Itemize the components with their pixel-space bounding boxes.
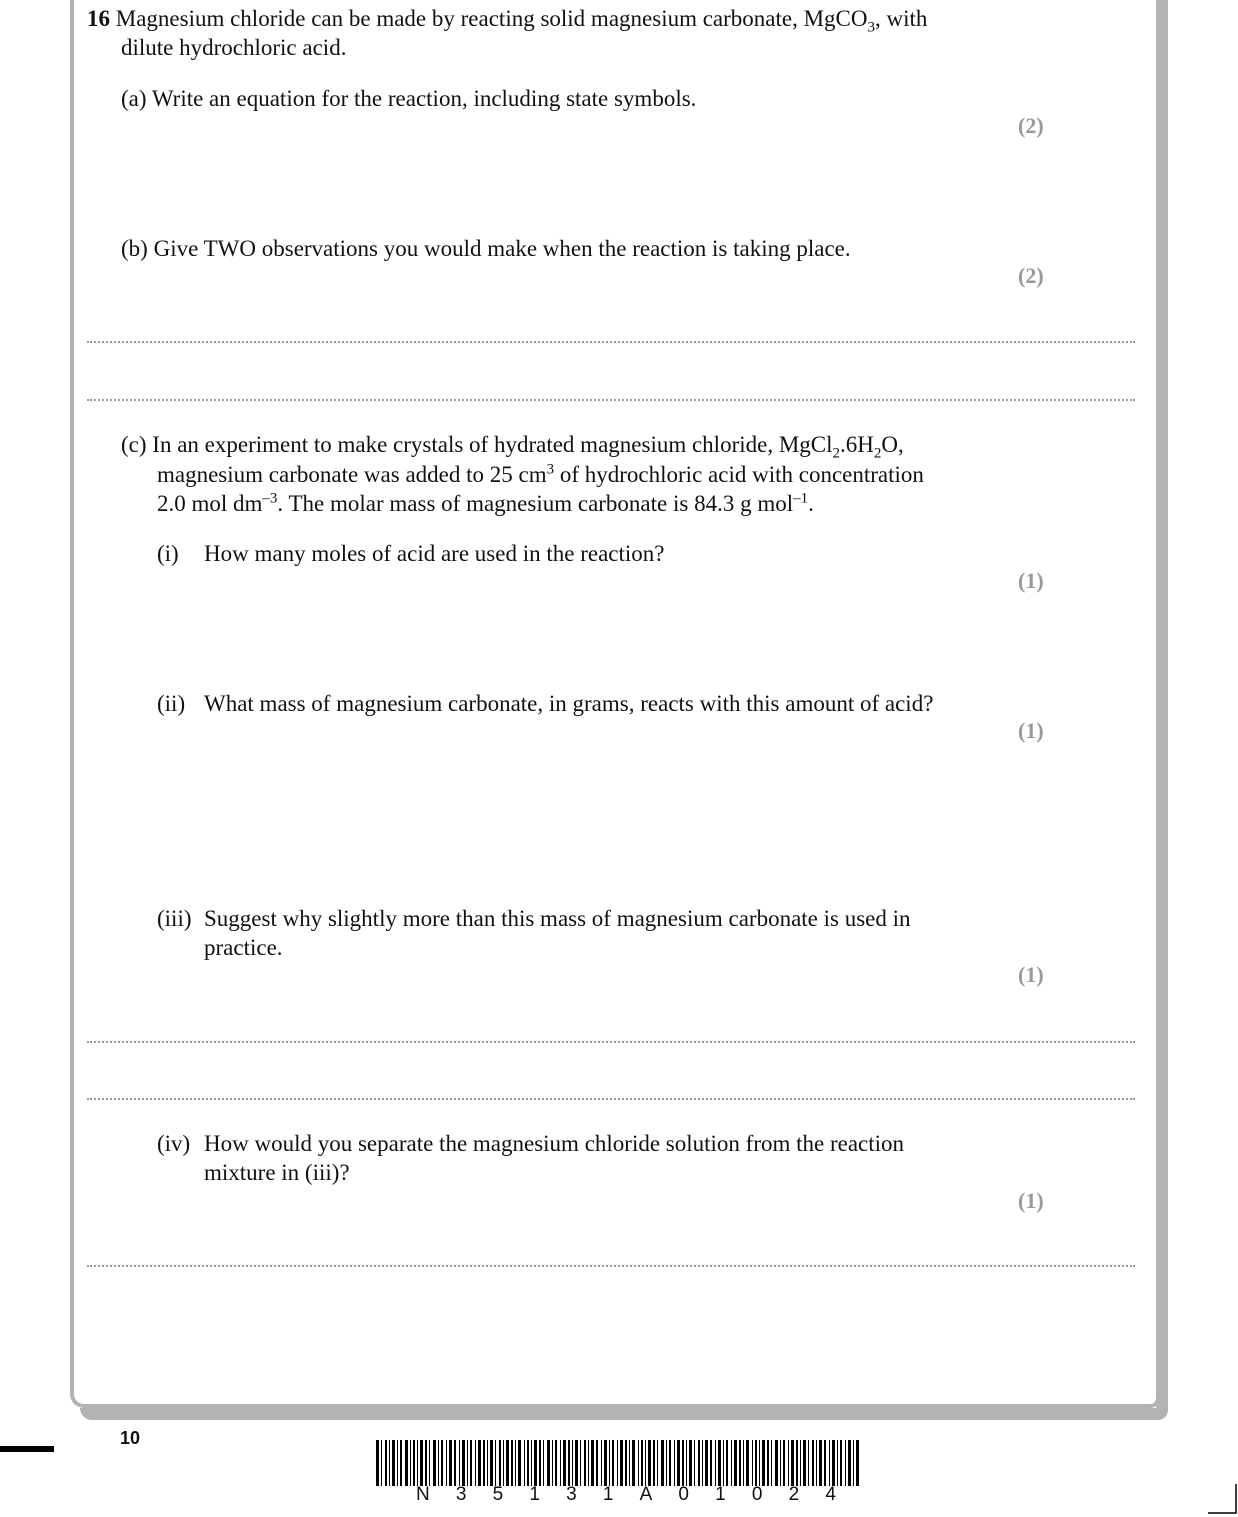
part-c-text-line1: (c) In an experiment to make crystals of hydrated magnesium chloride, $MgCl_2.6H_2O$, xyxy=(121,432,904,462)
part-c-iv-label: (iv) xyxy=(157,1131,191,1156)
question-intro: 16 Magnesium chloride can be made by reacting solid magnesium carbonate, MgCO$_3$, with xyxy=(87,6,928,36)
frame-shadow-bottom xyxy=(80,1408,1168,1420)
part-c-iii-question-line1: Suggest why slightly more than this mass of magnesium carbonate is used in xyxy=(204,906,911,931)
barcode-text: N 3 5 1 3 1 A 0 1 0 2 4 xyxy=(416,1484,836,1505)
part-b-question: (b) Give TWO observations you would make when the reaction is taking place. xyxy=(121,236,851,261)
question-intro-line2: dilute hydrochloric acid. xyxy=(121,35,347,60)
part-c-iv-marks: (1) xyxy=(1018,1188,1044,1213)
barcode xyxy=(376,1440,860,1486)
answer-line-c-iii-1[interactable] xyxy=(87,1041,1135,1043)
part-c-iii-question-line2: practice. xyxy=(204,935,283,960)
part-c-text-line3: 2.0 mol $dm^{-3}$. The molar mass of magnesium carbonate is 84.3 g mol$^{-1}$. xyxy=(157,490,814,516)
part-a-marks: (2) xyxy=(1018,113,1044,138)
part-c-ii-marks: (1) xyxy=(1018,718,1044,743)
margin-marker xyxy=(0,1446,54,1452)
question-number: 16 xyxy=(87,6,110,31)
part-c-i-label: (i) xyxy=(157,541,179,566)
answer-line-c-iii-2[interactable] xyxy=(87,1098,1135,1100)
part-c-ii-question: What mass of magnesium carbonate, in grams, reacts with this amount of acid? xyxy=(204,691,934,716)
answer-line-c-iv[interactable] xyxy=(87,1265,1135,1267)
part-c-iv-question-line1: How would you separate the magnesium chloride solution from the reaction xyxy=(204,1131,905,1156)
part-b-marks: (2) xyxy=(1018,263,1044,288)
part-c-iv-question-line2: mixture in (iii)? xyxy=(204,1160,350,1185)
part-c-i-marks: (1) xyxy=(1018,568,1044,593)
part-c-i-question: How many moles of acid are used in the reaction? xyxy=(204,541,665,566)
answer-line-b2[interactable] xyxy=(87,399,1135,401)
part-a-question: (a) Write an equation for the reaction, including state symbols. xyxy=(121,86,697,111)
part-c-iii-label: (iii) xyxy=(157,906,192,931)
part-c-text-line2: magnesium carbonate was added to 25 $cm^3$ of hydrochloric acid with concentration xyxy=(157,461,924,487)
part-c-iii-marks: (1) xyxy=(1018,962,1044,987)
answer-line-b1[interactable] xyxy=(87,341,1135,343)
part-c-ii-label: (ii) xyxy=(157,691,186,716)
page-number: 10 xyxy=(120,1428,141,1448)
crop-mark xyxy=(1208,1484,1238,1514)
